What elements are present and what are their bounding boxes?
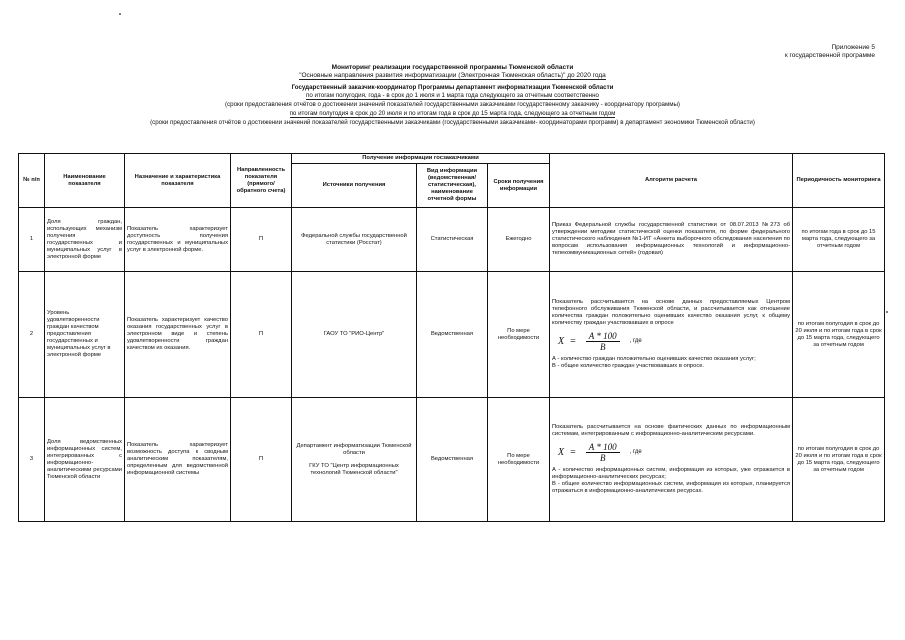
reporting-period-1 xyxy=(0,92,905,100)
reporting-note-2: (сроки предоставления отчётов о достижении значений показателей государственными заказчиками (государственными заказчиками- координаторами программ) в департамент экономики Тюменской области) xyxy=(150,119,755,126)
info-deadline: По мере необходимости xyxy=(488,272,550,398)
appendix-line2: к государственной программе xyxy=(784,52,875,59)
formula-fraction xyxy=(586,442,620,463)
algorithm-intro: Показатель рассчитывается на основе данных предоставляемых Центром телефонного обслуживания Тюменской области, и рассчитывается как отношение количества граждан положительно оценивших качество оказания услуг, к общему количеству граждан участвовавших в опросе xyxy=(552,299,791,326)
formula: X = $\frac{A * 100}{B}$ , где xyxy=(558,442,642,463)
info-source: ГАОУ ТО "РИО-Центр" xyxy=(292,272,417,398)
col-num-header: № п/п xyxy=(19,154,45,208)
info-source-2: ГКУ ТО "Центр информационных технологий Тюменской области" xyxy=(309,462,399,476)
formula-denominator: B xyxy=(599,342,606,352)
info-deadline: По мере необходимости xyxy=(488,398,550,522)
header-row-1 xyxy=(19,154,885,164)
info-type: Статистическая xyxy=(417,208,488,272)
indicator-purpose: Показатель характеризует качество оказания государственных услуг в электронном виде и степень удовлетворенности граждан качеством их оказания. xyxy=(125,272,231,398)
period2-text: по итогам полугодия в срок до 20 июля и по итогам года в срок до 15 марта года, следующего за отчетным годом xyxy=(289,110,616,117)
row-num: 2 xyxy=(19,272,45,398)
calc-algorithm: Приказ Федеральной службы государственной статистики от 08.07.2013 №273 об утверждении методики статистической оценки показателя, по форме федерального статистического наблюдения №1-ИТ «Анкета выборочного обследования населения по вопросам использования информационных технологий и информационно-телекоммуникационных сетей» (годовая) xyxy=(550,208,793,272)
col-direction-header: Направленность показателя (прямого/обратного счета) xyxy=(231,154,292,208)
indicator-direction: П xyxy=(231,272,292,398)
program-name: "Основные направления развития информатизации (Электронная Тюменская область)" до 2020 года xyxy=(299,72,606,79)
algorithm-b: В - общее количество граждан участвовавших в опросе. xyxy=(552,363,705,369)
info-type: Ведомственная xyxy=(417,272,488,398)
col-periodicity-header: Периодичность мониторинга xyxy=(793,154,885,208)
calc-algorithm xyxy=(550,272,793,398)
document-subtitle xyxy=(0,72,905,80)
formula-lhs: X xyxy=(558,336,565,347)
document-title: Мониторинг реализации государственной программы Тюменской области xyxy=(331,64,574,71)
algorithm-b: В - общее количество информационных систем, информация из которых, планируется отражаться в информационно-аналитических ресурсах. xyxy=(552,481,791,494)
monitoring-periodicity: по итогам полугодия в срок до 20 июля и по итогам года в срок до 15 марта года, следующего за отчетным годом xyxy=(793,272,885,398)
indicator-name: Доля ведомственных информационных систем, интегрированных с информационно-аналитическими ресурсами Тюменской области xyxy=(45,398,125,522)
formula-denominator: B xyxy=(599,453,606,463)
table-row xyxy=(19,272,885,398)
col-algorithm-header: Алгоритм расчета xyxy=(550,154,793,208)
formula-lhs: X xyxy=(558,447,565,458)
col-deadline-header: Сроки получения информации xyxy=(488,164,550,208)
indicator-direction: П xyxy=(231,208,292,272)
calc-algorithm xyxy=(550,398,793,522)
algorithm-a: А - количество информационных систем, информация из которых, уже отражается в информационно-аналитических ресурсах; xyxy=(552,467,791,480)
formula-numerator: A * 100 xyxy=(586,442,620,453)
indicator-purpose: Показатель характеризует возможность доступа к сводным аналитическим показателям, определенным для ведомственной информационной системы xyxy=(125,398,231,522)
appendix-line1: Приложение 5 xyxy=(831,44,875,51)
period1-text: по итогам полугодия, года - в срок до 1 июля и 1 марта года следующего за отчетным соответственно xyxy=(306,92,599,99)
algorithm-a: А - количество граждан положительно оценивших качество оказания услуг; xyxy=(552,356,756,362)
formula-numerator: A * 100 xyxy=(586,331,620,342)
info-type: Ведомственная xyxy=(417,398,488,522)
info-source-1: Департамент информатизации Тюменской области xyxy=(296,442,412,456)
monitoring-table xyxy=(18,153,885,522)
col-infotype-header: Вид информации (ведомственная/статистическая), наименование отчетной формы xyxy=(417,164,488,208)
reporting-period-2 xyxy=(0,110,905,118)
info-deadline: Ежегодно xyxy=(488,208,550,272)
table-row xyxy=(19,398,885,522)
appendix-note xyxy=(785,44,875,60)
formula-where: , где xyxy=(629,338,642,344)
col-group-header: Получение информации госзаказчиками xyxy=(292,154,550,164)
scan-speck xyxy=(886,311,888,313)
formula: X = $\frac{A * 100}{B}$ , где xyxy=(558,331,642,352)
col-purpose-header: Назначение и характеристика показателя xyxy=(125,154,231,208)
row-num: 3 xyxy=(19,398,45,522)
scan-speck xyxy=(119,13,121,15)
algorithm-intro: Показатель рассчитывается на основе фактических данных по информационным системам, интегрированным с информационно-аналитическим ресурсами. xyxy=(552,424,791,437)
coordinator-line: Государственный заказчик-координатор Программы департамент информатизации Тюменской области xyxy=(291,84,614,91)
indicator-name: Доля граждан, использующих механизм получения государственных и муниципальных услуг в электронной форме xyxy=(45,208,125,272)
indicator-purpose: Показатель характеризует доступность получения государственных и муниципальных услуг в электронной форме. xyxy=(125,208,231,272)
info-source: Федеральной службы государственной статистики (Росстат) xyxy=(292,208,417,272)
indicator-direction: П xyxy=(231,398,292,522)
info-source xyxy=(292,398,417,522)
row-num: 1 xyxy=(19,208,45,272)
formula-fraction xyxy=(586,331,620,352)
formula-where: , где xyxy=(629,449,642,455)
monitoring-periodicity: по итогам года в срок до 15 марта года, следующего за отчетным годом xyxy=(793,208,885,272)
table-row xyxy=(19,208,885,272)
reporting-note-1: (сроки предоставления отчётов о достижении значений показателей государственными заказчиками государственному заказчику - координатору программы) xyxy=(225,101,680,108)
indicator-name: Уровень удовлетворенности граждан качеством предоставления государственных и муниципальных услуг в электронной форме xyxy=(45,272,125,398)
col-sources-header: Источники получения xyxy=(292,164,417,208)
monitoring-periodicity: по итогам полугодия в срок до 20 июля и по итогам года в срок до 15 марта года, следующего за отчетным годом xyxy=(793,398,885,522)
col-name-header: Наименование показателя xyxy=(45,154,125,208)
